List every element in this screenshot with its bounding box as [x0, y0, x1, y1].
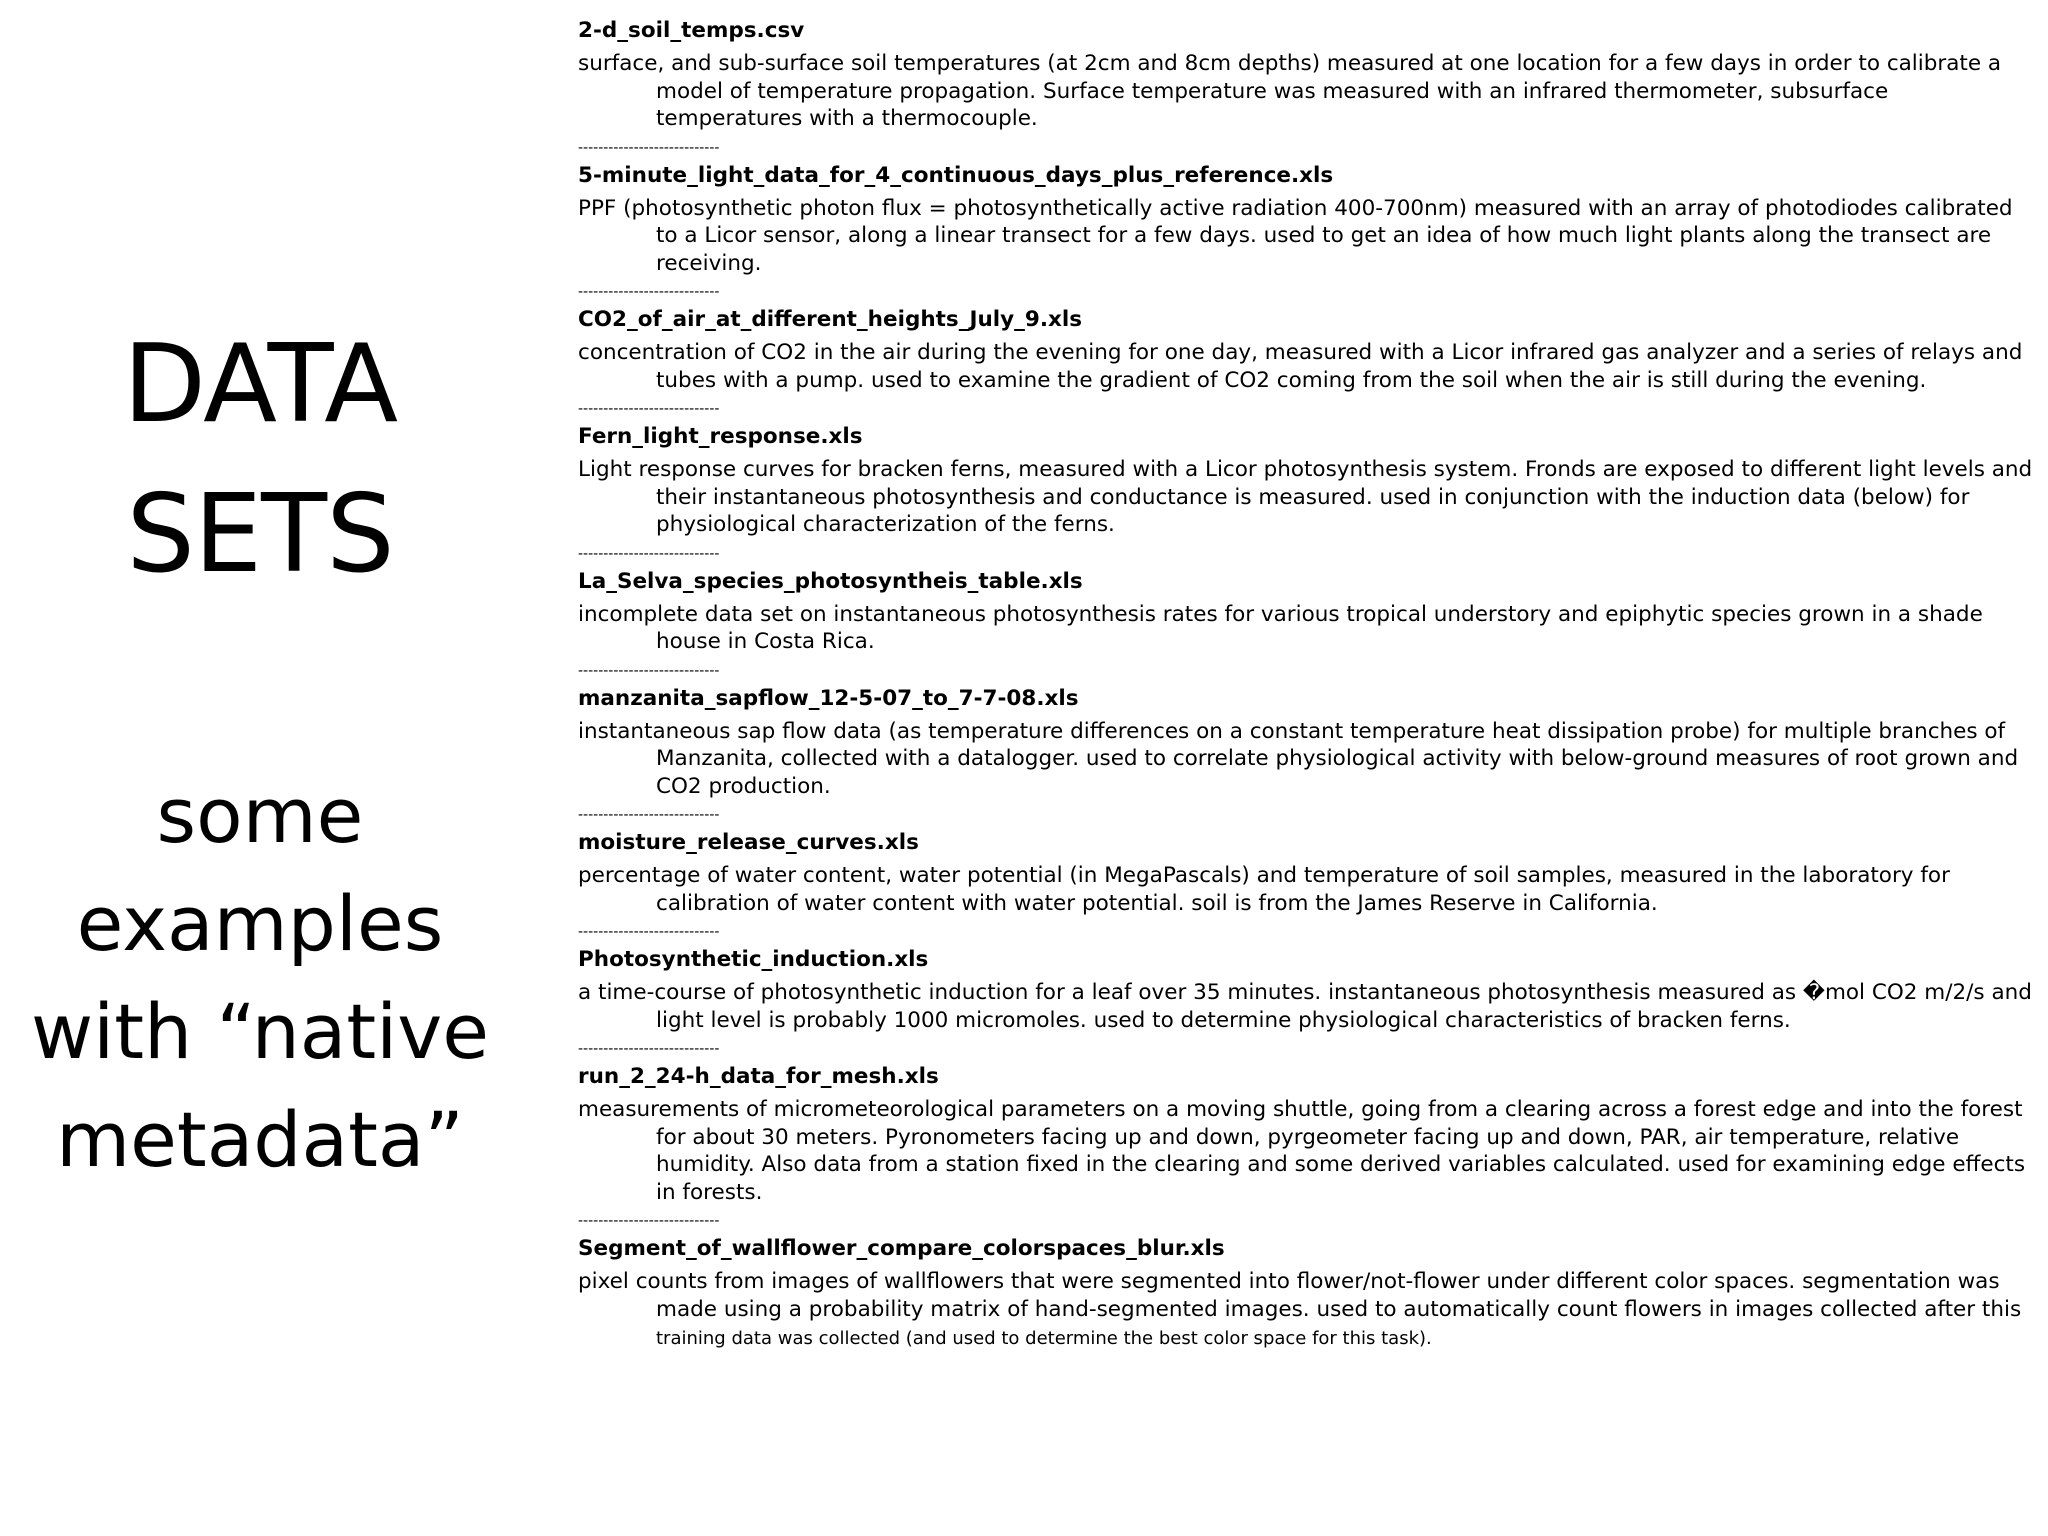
dataset-description: Light response curves for bracken ferns, measured with a Licor photosynthesis system. Fronds are exposed to different light levels and their instantaneous photosynthesis and conductance is measured. used in conjunction with the induction data (below) for physiological characterization of the ferns. [578, 457, 2033, 537]
dataset-entry [578, 824, 2040, 941]
dataset-entry [578, 1230, 2040, 1353]
dataset-entry [578, 12, 2040, 157]
dataset-filename: CO2_of_air_at_different_heights_July_9.xls [578, 307, 1083, 332]
dataset-description: a time-course of photosynthetic induction for a leaf over 35 minutes. instantaneous photosynthesis measured as �mol CO2 m/2/s and light level is probably 1000 micromoles. used to determine physiological characteristics of bracken ferns. [578, 980, 2032, 1033]
dataset-filename: 5-minute_light_data_for_4_continuous_days_plus_reference.xls [578, 162, 1334, 188]
divider: ---------------------------- [578, 1041, 720, 1057]
slide-title [0, 310, 520, 610]
divider: ---------------------------- [578, 807, 720, 823]
dataset-description: measurements of micrometeorological parameters on a moving shuttle, going from a clearing across a forest edge and into the forest for about 30 meters. Pyronometers facing up and down, pyrgeometer facing up and down, PAR, air temperature, relative humidity. Also data from a station fixed in the clearing and some derived variables calculated. used for examining edge effects in forests. [578, 1097, 2026, 1205]
slide-title-line: SETS [126, 472, 394, 597]
slide-subtitle [0, 762, 520, 1194]
divider: ---------------------------- [578, 284, 720, 300]
dataset-entry [578, 418, 2040, 563]
dataset-description: PPF (photosynthetic photon flux = photosynthetically active radiation 400-700nm) measured with an array of photodiodes calibrated to a Licor sensor, along a linear transect for a few days. used to get an idea of how much light plants along the transect are receiving. [578, 195, 2013, 276]
dataset-entry [578, 563, 2040, 680]
divider: ---------------------------- [578, 401, 720, 417]
dataset-filename: La_Selva_species_photosyntheis_table.xls [578, 568, 1083, 594]
dataset-description-tail: training data was collected (and used to determine the best color space for this task). [656, 1328, 1432, 1349]
dataset-filename: Fern_light_response.xls [578, 424, 863, 449]
left-panel [0, 0, 520, 1536]
dataset-description: surface, and sub-surface soil temperatures (at 2cm and 8cm depths) measured at one location for a few days in order to calibrate a model of temperature propagation. Surface temperature was measured with an infrared thermometer, subsurface temperatures with a thermocouple. [578, 51, 2002, 131]
dataset-filename: Photosynthetic_induction.xls [578, 947, 929, 972]
dataset-filename: manzanita_sapflow_12-5-07_to_7-7-08.xls [578, 685, 1079, 711]
dataset-filename: 2-d_soil_temps.csv [578, 18, 805, 43]
divider: ---------------------------- [578, 139, 720, 156]
dataset-entry [578, 941, 2040, 1058]
dataset-entry [578, 680, 2040, 825]
slide-subtitle-line: metadata” [56, 1095, 464, 1184]
dataset-entry [578, 301, 2040, 418]
dataset-description-main: pixel counts from images of wallflowers that were segmented into flower/not-flower under different color spaces. segmentation was made using a probability matrix of hand-segmented images. used to automatically count flowers in images collected after this [578, 1269, 2022, 1322]
slide-subtitle-line: some [156, 771, 364, 860]
slide-subtitle-line: with “native [30, 987, 489, 1076]
dataset-description: incomplete data set on instantaneous photosynthesis rates for various tropical understory and epiphytic species grown in a shade house in Costa Rica. [578, 601, 1983, 654]
dataset-description: instantaneous sap flow data (as temperature differences on a constant temperature heat dissipation probe) for multiple branches of Manzanita, collected with a datalogger. used to correlate physiological activity with below-ground measures of root grown and CO2 production. [578, 718, 2019, 799]
divider: ---------------------------- [578, 662, 720, 679]
dataset-filename: run_2_24-h_data_for_mesh.xls [578, 1064, 939, 1089]
divider: ---------------------------- [578, 1213, 720, 1229]
dataset-description: concentration of CO2 in the air during the evening for one day, measured with a Licor infrared gas analyzer and a series of relays and tubes with a pump. used to examine the gradient of CO2 coming from the soil when the air is still during the evening. [578, 340, 2023, 393]
dataset-filename: moisture_release_curves.xls [578, 830, 919, 855]
dataset-description [578, 1268, 2040, 1353]
slide-subtitle-line: examples [76, 879, 444, 968]
dataset-list [578, 12, 2040, 1353]
dataset-entry [578, 1058, 2040, 1230]
slide-title-line: DATA [122, 322, 398, 447]
dataset-description: percentage of water content, water potential (in MegaPascals) and temperature of soil samples, measured in the laboratory for calibration of water content with water potential. soil is from the James Reserve in California. [578, 863, 1950, 916]
divider: ---------------------------- [578, 924, 720, 940]
divider: ---------------------------- [578, 545, 720, 562]
dataset-entry [578, 157, 2040, 302]
dataset-filename: Segment_of_wallflower_compare_colorspaces_blur.xls [578, 1236, 1225, 1261]
